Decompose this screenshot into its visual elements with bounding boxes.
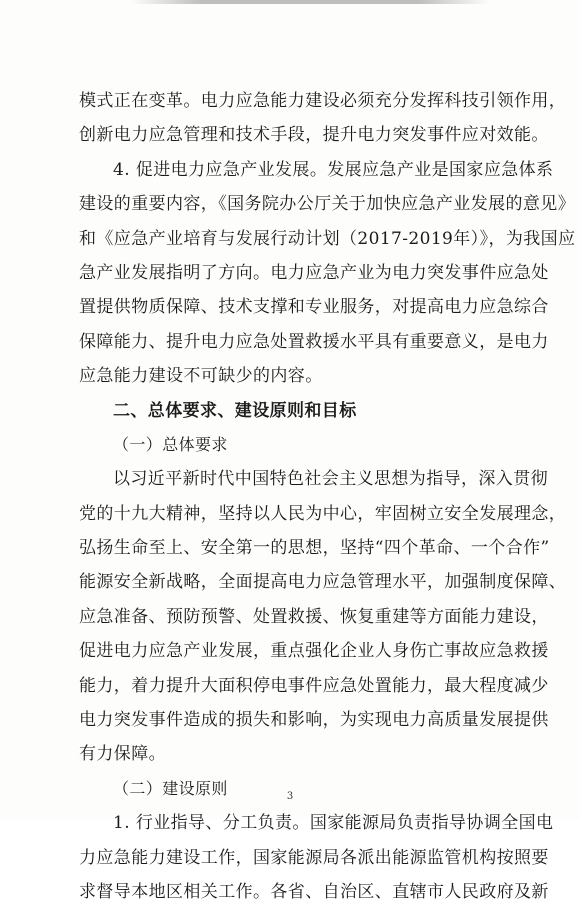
paragraph-line: 和《应急产业培育与发展行动计划（2017-2019年）》，为我国应 bbox=[79, 228, 576, 249]
paragraph-line: 弘扬生命至上、安全第一的思想，坚持“四个革命、一个合作” bbox=[79, 538, 550, 559]
paragraph-line: 4. 促进电力应急产业发展。发展应急产业是国家应急体系 bbox=[113, 159, 554, 180]
paragraph-line: 急产业发展指明了方向。电力应急产业为电力突发事件应急处 bbox=[79, 262, 549, 283]
paragraph-line: 创新电力应急管理和技术手段，提升电力突发事件应对效能。 bbox=[79, 125, 549, 146]
paragraph-line: 模式正在变革。电力应急能力建设必须充分发挥科技引领作用， bbox=[79, 91, 567, 111]
paragraph-line: 促进电力应急产业发展，重点强化企业人身伤亡事故应急救援 bbox=[79, 641, 549, 662]
paragraph-line: 保障能力、提升电力应急处置救援水平具有重要意义，是电力 bbox=[79, 331, 549, 352]
page-number: 3 bbox=[286, 791, 294, 802]
paragraph-line: 党的十九大精神，坚持以人民为中心，牢固树立安全发展理念， bbox=[79, 503, 567, 524]
section-heading: 二、总体要求、建设原则和目标 bbox=[113, 400, 357, 421]
paragraph-line: 应急能力建设不可缺少的内容。 bbox=[79, 366, 323, 387]
paragraph-line: 力应急能力建设工作，国家能源局各派出能源监管机构按照要 bbox=[79, 847, 549, 868]
subsection-heading: （二）建设原则 bbox=[113, 778, 228, 798]
body-text bbox=[79, 84, 576, 909]
paragraph-line: 以习近平新时代中国特色社会主义思想为指导，深入贯彻 bbox=[113, 469, 548, 490]
paragraph-line: 置提供物质保障、技术支撑和专业服务，对提高电力应急综合 bbox=[79, 297, 549, 318]
paragraph-line: 电力突发事件造成的损失和影响，为实现电力高质量发展提供 bbox=[79, 710, 549, 731]
subsection-heading: （一）总体要求 bbox=[113, 434, 228, 454]
scan-artifact bbox=[130, 0, 490, 4]
paragraph-line: 求督导本地区相关工作。各省、自治区、直辖市人民政府及新 bbox=[79, 881, 549, 902]
paragraph-line: 能力，着力提升大面积停电事件应急处置能力，最大程度减少 bbox=[79, 675, 549, 696]
paragraph-line: 建设的重要内容，《国务院办公厅关于加快应急产业发展的意见》 bbox=[79, 194, 576, 215]
paragraph-line: 应急准备、预防预警、处置救援、恢复重建等方面能力建设， bbox=[79, 606, 549, 627]
paragraph-line: 能源安全新战略，全面提高电力应急管理水平，加强制度保障、 bbox=[79, 572, 567, 593]
paragraph-line: 有力保障。 bbox=[79, 744, 166, 765]
paragraph-line: 1. 行业指导、分工负责。国家能源局负责指导协调全国电 bbox=[113, 813, 554, 834]
